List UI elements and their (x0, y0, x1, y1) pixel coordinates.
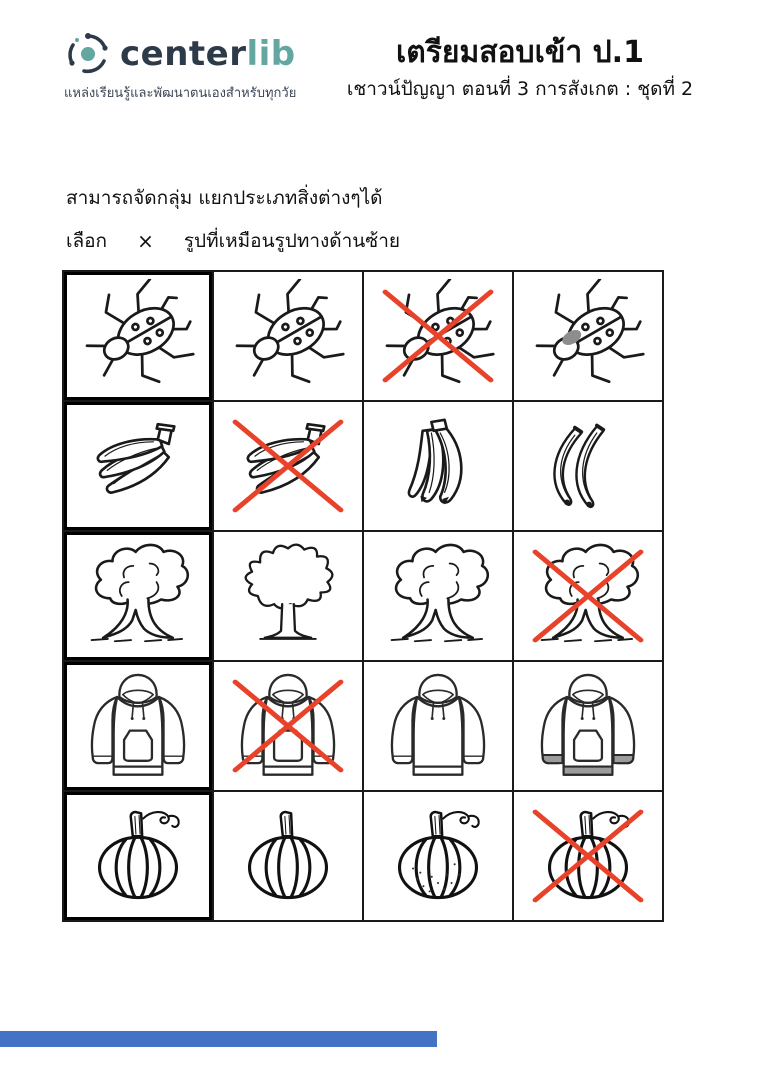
cell-r2c3-banana-upright[interactable] (364, 402, 514, 532)
cross-mark-symbol: × (137, 229, 154, 253)
page-title: เตรียมสอบเข้า ป.1 (396, 35, 644, 70)
oak-tree-image (76, 538, 200, 654)
banana-upright-image (382, 411, 494, 521)
centerlib-logo-icon (64, 30, 112, 78)
worksheet-row-banana (64, 402, 664, 532)
instruction-line2 (66, 226, 400, 256)
cell-r1c4-beetle-shaded[interactable] (514, 272, 664, 402)
worksheet-row-tree (64, 532, 664, 662)
pumpkin-plain-image (236, 802, 340, 910)
worksheet-row-hoodie (64, 662, 664, 792)
red-cross-mark (522, 538, 654, 654)
red-cross-mark (222, 668, 354, 784)
pumpkin-vine-image (86, 802, 190, 910)
hoodie-pocket-image (79, 668, 197, 784)
cell-r5c1-pumpkin-vine (64, 792, 214, 922)
red-cross-mark (522, 798, 654, 914)
banana-pair-image (532, 411, 644, 521)
cell-r1c2-beetle[interactable] (214, 272, 364, 402)
instruction-line1: สามารถจัดกลุ่ม แยกประเภทสิ่งต่างๆได้ (66, 187, 383, 209)
pumpkin-dotted-image (386, 802, 490, 910)
red-cross-mark (372, 278, 504, 394)
cell-r4c3-hoodie-plain[interactable] (364, 662, 514, 792)
cell-r5c2-pumpkin-plain[interactable] (214, 792, 364, 922)
brand-secondary: lib (246, 34, 296, 74)
hoodie-trim-image (529, 668, 647, 784)
worksheet-row-beetle (64, 272, 664, 402)
cell-r1c1-beetle (64, 272, 214, 402)
cell-r3c1-oak-tree (64, 532, 214, 662)
cell-r5c4-pumpkin-vine[interactable] (514, 792, 664, 922)
cell-r1c3-beetle[interactable] (364, 272, 514, 402)
cell-r3c3-oak-tree[interactable] (364, 532, 514, 662)
brand-wordmark (120, 34, 296, 74)
page-subtitle: เชาวน์ปัญญา ตอนที่ 3 การสังเกต : ชุดที่ 2 (346, 77, 694, 100)
red-cross-mark (222, 408, 354, 524)
round-tree-image (226, 538, 350, 654)
cell-r5c3-pumpkin-dotted[interactable] (364, 792, 514, 922)
brand-tagline: แหล่งเรียนรู้และพัฒนาตนเองสำหรับทุกวัย (64, 86, 297, 101)
oak-tree-image (376, 538, 500, 654)
beetle-image (81, 279, 195, 393)
beetle-shaded-image (531, 279, 645, 393)
cell-r4c4-hoodie-trim[interactable] (514, 662, 664, 792)
hoodie-plain-image (379, 668, 497, 784)
footer-accent-bar (0, 1031, 437, 1047)
banana-bunch-image (82, 411, 194, 521)
beetle-image (231, 279, 345, 393)
brand-primary: center (120, 34, 247, 74)
cell-r2c2-banana-bunch[interactable] (214, 402, 364, 532)
instruction-line2-suffix: รูปที่เหมือนรูปทางด้านซ้าย (183, 230, 400, 252)
worksheet-grid (62, 270, 664, 922)
cell-r2c1-banana-bunch (64, 402, 214, 532)
worksheet-row-pumpkin (64, 792, 664, 922)
cell-r3c4-oak-tree[interactable] (514, 532, 664, 662)
instruction-line2-prefix: เลือก (66, 230, 108, 252)
cell-r4c2-hoodie-pocket[interactable] (214, 662, 364, 792)
cell-r4c1-hoodie-pocket (64, 662, 214, 792)
cell-r2c4-banana-pair[interactable] (514, 402, 664, 532)
header-title-block (305, 34, 735, 104)
cell-r3c2-round-tree[interactable] (214, 532, 364, 662)
